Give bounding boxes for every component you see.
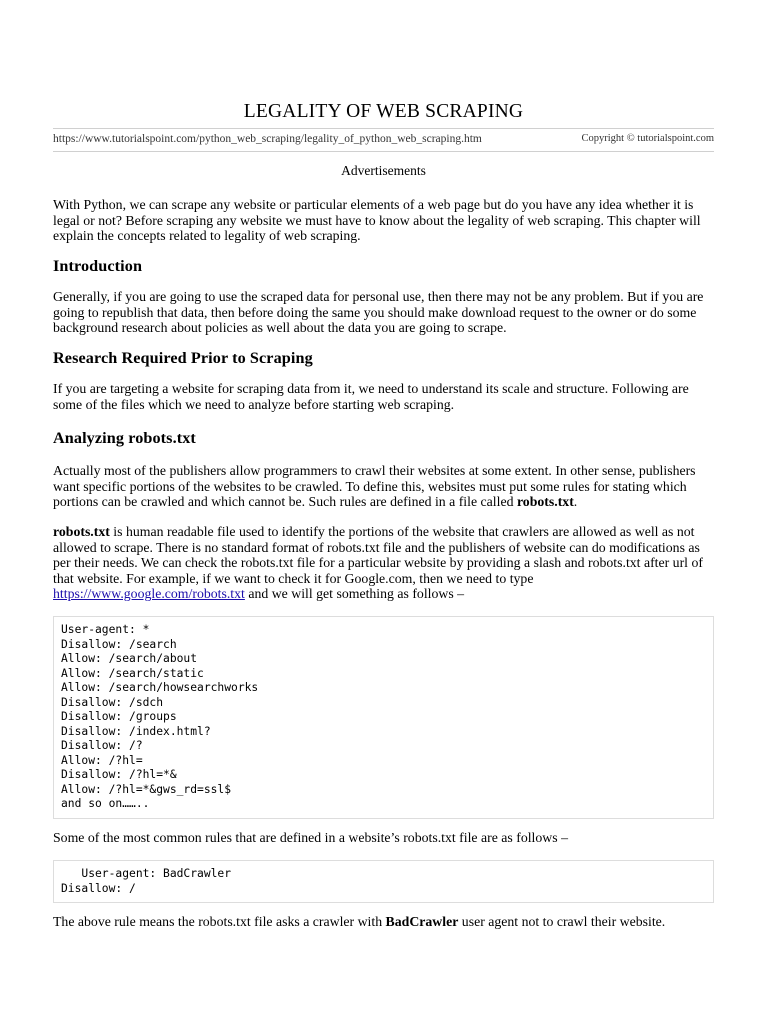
robots-paragraph-2-end: and we will get something as follows – (244, 586, 465, 602)
copyright-notice: Copyright © tutorialspoint.com (581, 133, 714, 144)
final-paragraph-text: The above rule means the robots.txt file asks a crawler with (53, 914, 386, 929)
robots-filename-bold: robots.txt (516, 494, 574, 510)
robots-term-bold: robots.txt (53, 524, 110, 539)
code-block-badcrawler: User-agent: BadCrawler Disallow: / (53, 860, 714, 903)
introduction-paragraph: Generally, if you are going to use the scraped data for personal use, then there may not be any problem. But if you are going to republish that data, then before doing the same you should make download request to the owner or do some background research about policies as well about the data you are going to scrape. (53, 289, 704, 336)
page-title: LEGALITY OF WEB SCRAPING (243, 101, 524, 122)
robots-paragraph-1 (53, 463, 714, 510)
robots-paragraph-1-text: Actually most of the publishers allow programmers to crawl their websites at some extent. In other sense, publishers want specific portions of the websites to be crawled. To define this, websites must put some rules for stating which portions can be crawled and which cannot be. Such rules are defined in a file called (53, 463, 696, 510)
robots-paragraph-2 (53, 524, 714, 602)
research-paragraph: If you are targeting a website for scraping data from it, we need to understand its scale and structure. Following are some of the files which we need to analyze before starting web scraping. (53, 381, 689, 412)
source-bar (53, 128, 714, 152)
robots-paragraph-1-end: . (573, 494, 578, 510)
heading-introduction: Introduction (53, 257, 143, 275)
code-block-google-robots: User-agent: * Disallow: /search Allow: /search/about Allow: /search/static Allow: /search/howsearchworks Disallow: /sdch Disallow: /groups Disallow: /index.html? Disallow: /? Allow: /?hl= Disallow: /?hl=*& Allow: /?hl=*&gws_rd=ssl$ and so on…….. (53, 616, 714, 819)
final-paragraph (53, 914, 714, 930)
source-url: https://www.tutorialspoint.com/python_web_scraping/legality_of_python_web_scraping.htm (53, 133, 482, 145)
robots-paragraph-2-text: is human readable file used to identify the portions of the website that crawlers are allowed as well as not allowed to scrape. There is no standard format of robots.txt file and the publishers of website can do modifications as per their needs. We can check the robots.txt file for a particular website by providing a slash and robots.txt after url of that website. For example, if we want to check it for Google.com, then we need to type (53, 524, 703, 586)
heading-robots: Analyzing robots.txt (53, 429, 196, 447)
final-paragraph-end: user agent not to crawl their website. (458, 914, 666, 929)
advertisements-label: Advertisements (341, 163, 426, 178)
badcrawler-bold: BadCrawler (385, 914, 459, 929)
google-robots-link[interactable]: https://www.google.com/robots.txt (53, 586, 245, 602)
intro-paragraph: With Python, we can scrape any website or particular elements of a web page but do you have any idea whether it is legal or not? Before scraping any website we must have to know about the legality of web scraping. This chapter will explain the concepts related to legality of web scraping. (53, 197, 701, 244)
heading-research: Research Required Prior to Scraping (53, 349, 313, 367)
common-rules-paragraph: Some of the most common rules that are defined in a website’s robots.txt file are as follows – (53, 830, 568, 845)
